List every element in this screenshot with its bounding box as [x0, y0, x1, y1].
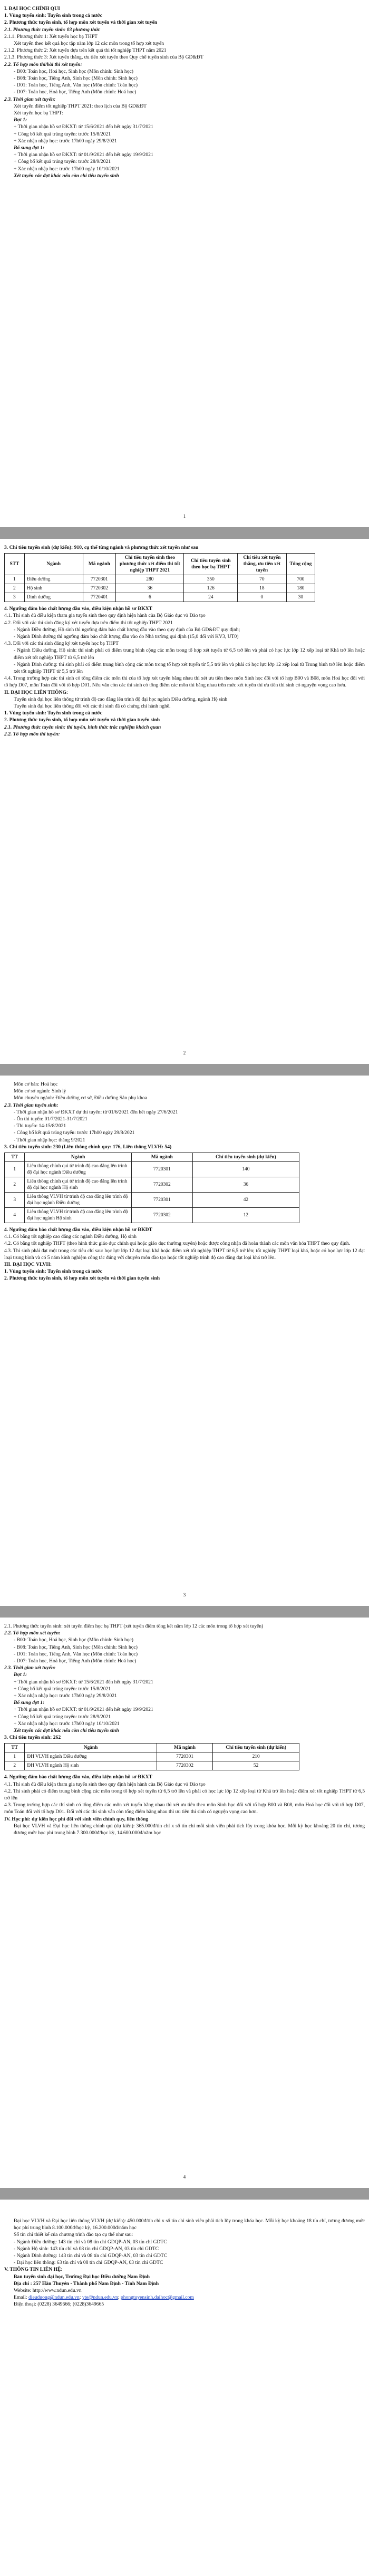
table-cell: 2	[5, 1177, 25, 1193]
table-cell: 3	[5, 1193, 25, 1208]
text-line: 1. Vùng tuyển sinh: Tuyển sinh trong cả nước	[4, 13, 102, 19]
table-header-cell: Ngành	[25, 1153, 131, 1162]
table-cell: 6	[116, 593, 184, 602]
text-line: Đại học VLVH và Đại học liên thông VLVH (dự kiến): 450.000đ/tín chỉ x số tín chỉ sinh viên phải tích lũy trong khóa học. Mỗi kỳ học khoảng 18 tín chỉ, tương đương mức học phí trung bình 8.100.000đ/học kỳ, 16.200.000đ/năm học	[14, 2218, 365, 2231]
text-line: 4.1. Có bằng tốt nghiệp cao đẳng các ngành Điều dưỡng, Hộ sinh	[4, 1234, 137, 1240]
text-line: 4.3. Thí sinh phải đạt một trong các tiêu chí sau: học lực lớp 12 đạt loại khá hoặc điểm xét tốt nghiệp THPT từ 6,5 trở lên; tốt nghiệp THPT loại khá, hoặc có học lực lớp 12 đạt loại trung bình và có 5 năm kinh nghiệm công tác đúng với chuyên môn đào tạo hoặc tốt nghiệp trình độ cao đẳng đạt loại khá trở lên.	[4, 1247, 365, 1261]
text-line: + Thời gian nhận hồ sơ ĐKXT: từ 15/6/2021 đến hết ngày 31/7/2021	[14, 124, 153, 130]
text-line: 2.3. Thời gian xét tuyển:	[4, 1665, 56, 1671]
table-row	[5, 1208, 299, 1223]
page-number: 4	[183, 2174, 186, 2180]
table-cell: 210	[213, 1752, 299, 1761]
table-cell: 7720301	[131, 1193, 192, 1208]
document-page-3	[0, 1076, 369, 1606]
text-line: Xét tuyển các đợt khác nếu còn chỉ tiêu tuyển sinh	[14, 1728, 119, 1734]
text-line: Môn chuyên ngành: Điều dưỡng cơ sở, Điều dưỡng Sản phụ khoa	[14, 1095, 147, 1101]
text-line: 2.2. Tổ hợp môn xét tuyển:	[4, 1630, 61, 1636]
address-line: Địa chỉ : 257 Hàn Thuyên - Thành phố Nam Định - Tỉnh Nam Định	[14, 2280, 159, 2287]
table-cell: 7720302	[157, 1761, 212, 1770]
text-line: - Ngành Dinh dưỡng: thí sinh phải có điểm trung bình cộng các môn trong tổ hợp xét tuyển từ 5,5 trở lên và phải có học lực lớp 12 xếp loại từ Trung bình trở lên hoặc điểm xét tốt nghiệp THPT từ 5,5 trở lên	[14, 661, 365, 675]
text-line: - B08: Toán học, Tiếng Anh, Sinh học (Môn chính: Sinh học)	[14, 1644, 138, 1650]
table-cell: 126	[184, 584, 238, 593]
text-line: - Thi tuyển: 14-15/8/2021	[14, 1123, 66, 1129]
table-header-cell: Chỉ tiêu tuyển sinh theo học bạ THPT	[184, 554, 238, 575]
text-line: - B00: Toán học, Hoá học, Sinh học (Môn chính: Sinh học)	[14, 68, 133, 74]
text-line: 3. Chỉ tiêu tuyển sinh: 230 (Liên thông chính quy: 176, Liên thông VLVH: 54)	[4, 1144, 172, 1150]
table-cell: 7720401	[83, 593, 116, 602]
table-cell: ĐH VLVH ngành Hộ sinh	[25, 1761, 157, 1770]
text-line: Xét tuyển các đợt khác nếu còn chỉ tiêu tuyển sinh	[14, 172, 119, 179]
table-cell: Hộ sinh	[24, 584, 83, 593]
text-line: 2.3. Thời gian tuyển sinh:	[4, 1102, 59, 1108]
table-row	[5, 1162, 299, 1177]
table-cell: 24	[184, 593, 238, 602]
table-cell: 52	[213, 1761, 299, 1770]
text-line: Xét tuyển học bạ THPT:	[14, 110, 63, 117]
quota-table	[4, 553, 315, 602]
text-line: + Công bố kết quả trúng tuyển: trước 28/9/2021	[14, 159, 111, 165]
text-line: Đợt 1:	[14, 1672, 27, 1678]
table-header-cell: TT	[5, 1153, 25, 1162]
table-cell: 1	[5, 1752, 25, 1761]
text-line: - Thời gian nhập học: tháng 9/2021	[14, 1137, 85, 1143]
text-line: 4.2. Thí sinh phải có điểm trung bình cộng các môn trong tổ hợp xét tuyển từ 6,5 trở lên và phải có học lực lớp 12 xếp loại từ Khá trở lên hoặc điểm xét tốt nghiệp THPT từ 6,5 trở lên	[4, 1788, 365, 1802]
text-line: 1. Vùng tuyển sinh: Tuyển sinh trong cả nước	[4, 1268, 102, 1275]
table-header-cell: Chỉ tiêu tuyển sinh (dự kiến)	[192, 1153, 299, 1162]
table-cell: Điều dưỡng	[24, 575, 83, 584]
text-line: - Ngành Điều dưỡng: 143 tín chỉ và 08 tín chỉ GDQP-AN, 03 tín chỉ GDTC	[14, 2239, 167, 2245]
email-link[interactable]: phongtuyensinh.daihoc@gmail.com	[120, 2294, 194, 2301]
table-cell: Dinh dưỡng	[24, 593, 83, 602]
text-line: Tuyển sinh đại học liên thông đối với các thí sinh đã có chứng chỉ hành nghề.	[14, 703, 171, 710]
text-line: - D01: Toán học, Tiếng Anh, Văn học (Môn chính: Toán học)	[14, 82, 138, 89]
table-cell: 3	[5, 593, 25, 602]
text-line: + Xác nhận nhập học: trước 17h00 ngày 29/8/2021	[14, 1693, 117, 1699]
document-page-4	[0, 1618, 369, 2188]
page-number: 1	[183, 513, 186, 519]
text-line: - Ôn thi tuyển: 01/7/2021-31/7/2021	[14, 1116, 88, 1122]
text-line: + Công bố kết quả trúng tuyển: trước 28/9/2021	[14, 1713, 111, 1720]
text-line: 4. Ngưỡng đảm bảo chất lượng đầu vào, điều kiện nhận hồ sơ ĐKXT	[4, 606, 152, 612]
text-line: + Thời gian nhận hồ sơ ĐKXT: từ 01/9/2021 đến hết ngày 19/9/2021	[14, 152, 153, 158]
text-line: 2. Phương thức tuyển sinh, tổ hợp môn xét tuyển và thời gian tuyển sinh	[4, 717, 160, 723]
table-row	[5, 584, 315, 593]
table-cell: 700	[286, 575, 315, 584]
text-line: 2.1.1. Phương thức 1: Xét tuyển học bạ THPT	[4, 33, 98, 40]
text-line: 2.1.3. Phương thức 3: Xét tuyển thẳng, ưu tiên xét tuyển theo Quy chế tuyển sinh của Bộ GD&ĐT	[4, 54, 203, 61]
table-header-cell: Tổng cộng	[286, 554, 315, 575]
section-heading-vlvh: III. ĐẠI HỌC VLVH:	[4, 1262, 52, 1268]
text-line: 2.1.2. Phương thức 2: Xét tuyển dựa trên kết quả thi tốt nghiệp THPT năm 2021	[4, 47, 167, 54]
text-line: 3. Chỉ tiêu tuyển sinh: 262	[4, 1735, 61, 1741]
text-line: 4. Ngưỡng đảm bảo chất lượng đầu vào, điều kiện nhận hồ sơ ĐKDT	[4, 1227, 152, 1233]
table-cell: 2	[5, 584, 25, 593]
table-cell: 18	[238, 584, 287, 593]
text-line: 2.1. Phương thức tuyển sinh: xét tuyển điểm học bạ THPT (xét tuyển điểm tổng kết năm lớp 12 các môn trong tổ hợp xét tuyển)	[4, 1623, 264, 1629]
page-number: 2	[183, 1050, 186, 1055]
table-cell: 1	[5, 1162, 25, 1177]
table-row	[5, 1193, 299, 1208]
table-cell: 7720302	[83, 584, 116, 593]
text-line: - Ngành Dinh dưỡng: 143 tín chỉ và 08 tín chỉ GDQP-AN, 03 tín chỉ GDTC	[14, 2253, 168, 2259]
text-line: Môn cơ sở ngành: Sinh lý	[14, 1088, 66, 1095]
text-line: 4.3. Đối với các thí sinh đăng ký xét tuyển học bạ THPT	[4, 641, 119, 647]
text-line: Xét tuyển theo kết quả học tập năm lớp 12 các môn trong tổ hợp xét tuyển	[14, 41, 164, 47]
table-header-cell: TT	[5, 1744, 25, 1752]
table-cell: 42	[192, 1193, 299, 1208]
table-cell: 30	[286, 593, 315, 602]
table-cell: Liên thông VLVH từ trình độ cao đẳng lên trình độ đại học ngành Điều dưỡng	[25, 1193, 131, 1208]
table-header-row	[5, 1744, 299, 1752]
text-line: - Ngành Dinh dưỡng thì ngưỡng đảm bảo chất lượng đầu vào do Nhà trường qui định (15,0 đối với KV3, UT0)	[14, 634, 239, 640]
text-line: - B08: Toán học, Tiếng Anh, Sinh học (Môn chính: Sinh học)	[14, 75, 138, 82]
text-line: + Xác nhận nhập học: trước 17h00 ngày 10/10/2021	[14, 166, 120, 172]
table-cell: 350	[184, 575, 238, 584]
text-line: - Ngành Điều dưỡng, Hộ sinh thì ngưỡng đảm bảo chất lượng đầu vào theo quy định của Bộ GD&ĐT quy định;	[14, 626, 240, 633]
document-page-5	[0, 2200, 369, 2576]
table-cell: 180	[286, 584, 315, 593]
table-header-cell: Chỉ tiêu xét tuyển thẳng, ưu tiên xét tuyển	[238, 554, 287, 575]
table-row	[5, 575, 315, 584]
table-header-cell: Chỉ tiêu tuyển sinh theo phương thức xét điểm thi tốt nghiệp THPT 2021	[116, 554, 184, 575]
text-line: 4.1. Thí sinh đủ điều kiện tham gia tuyển sinh theo quy định hiện hành của Bộ Giáo dục và Đào tạo	[4, 613, 206, 619]
table-cell: 280	[116, 575, 184, 584]
table-cell: 7720301	[131, 1162, 192, 1177]
table-cell: 7720301	[157, 1752, 212, 1761]
table-row	[5, 1177, 299, 1193]
website-line[interactable]: Website: http://www.ndun.edu.vn	[14, 2288, 82, 2294]
text-line: Tuyển sinh đại học liên thông từ trình độ cao đẳng lên trình độ đại học ngành Điều dưỡng, ngành Hộ sinh	[14, 696, 228, 702]
document-page-1	[0, 0, 369, 527]
section-heading-lien-he: V. THÔNG TIN LIÊN HỆ:	[4, 2267, 63, 2273]
table-header-row	[5, 1153, 299, 1162]
text-line: + Xác nhận nhập học: trước 17h00 ngày 29/8/2021	[14, 138, 117, 144]
section-heading-chinh-qui: I. ĐẠI HỌC CHÍNH QUI	[4, 6, 60, 12]
text-line: Bổ sung đợt 1:	[14, 145, 45, 151]
text-line: 4.2. Có bằng tốt nghiệp THPT (theo hình thức giáo dục chính qui hoặc giáo dục thường xuyên) hoặc được công nhận đã hoàn thành các môn văn hóa THPT theo quy định.	[4, 1241, 351, 1247]
text-line: 4.3. Trong trường hợp các thí sinh có tổng điểm các môn xét tuyển bằng nhau thì xét ưu tiên theo môn Sinh học đối với tổ hợp B00 và B08, môn Hoá học đối với tổ hợp D07, môn Toán đối với tổ hợp D01. Đối với các thí sinh vẫn còn tổng điểm bằng nhau thì ưu tiên thí sinh có nguyện vọng cao hơn.	[4, 1802, 365, 1815]
table-cell: 7720302	[131, 1177, 192, 1193]
text-line: 4. Ngưỡng đảm bảo chất lượng đầu vào, điều kiện nhận hồ sơ ĐKXT	[4, 1774, 152, 1780]
table-cell: 36	[192, 1177, 299, 1193]
vlvh-quota-table	[4, 1743, 299, 1770]
table-cell: Liên thông VLVH từ trình độ cao đẳng lên trình độ đại học ngành Hộ sinh	[25, 1208, 131, 1223]
text-line: + Thời gian nhận hồ sơ ĐKXT: từ 01/9/2021 đến hết ngày 19/9/2021	[14, 1707, 153, 1713]
table-cell: 4	[5, 1208, 25, 1223]
lien-thong-quota-table	[4, 1153, 299, 1223]
table-row	[5, 1761, 299, 1770]
table-row	[5, 593, 315, 602]
table-row	[5, 1752, 299, 1761]
text-line: - Ngành Điều dưỡng, Hộ sinh: thí sinh phải có điểm trung bình cộng các môn trong tổ hợp xét tuyển từ 6,5 trở lên và phải có học lực lớp 12 xếp loại từ Khá trở lên hoặc điểm xét tốt nghiệp THPT từ 6,5 trở lên	[14, 647, 365, 661]
separator: ;	[79, 2294, 82, 2301]
table-cell: 0	[238, 593, 287, 602]
email-label: Email:	[14, 2294, 28, 2301]
table-cell: 1	[5, 575, 25, 584]
text-line: Số tín chỉ thiết kế của chương trình đào tạo cụ thể như sau:	[14, 2232, 133, 2238]
table-header-cell: Mã ngành	[157, 1744, 212, 1752]
page-number: 3	[183, 1592, 186, 1597]
text-line: - Thời gian nhận hồ sơ ĐKXT dự thi tuyển: từ 01/6/2021 đến hết ngày 27/6/2021	[14, 1109, 178, 1115]
table-cell: 36	[116, 584, 184, 593]
text-line: - Công bố kết quả trúng tuyển: trước 17h00 ngày 29/8/2021	[14, 1130, 135, 1136]
text-line: - D07: Toán học, Hoá học, Tiếng Anh (Môn chính: Hoá học)	[14, 89, 137, 95]
table-header-row	[5, 554, 315, 575]
table-cell: 7720302	[131, 1208, 192, 1223]
text-line: + Công bố kết quả trúng tuyển: trước 15/8/2021	[14, 1686, 111, 1692]
text-line: 2.3. Thời gian xét tuyển:	[4, 96, 56, 102]
text-line: Ban tuyển sinh đại học, Trường Đại học Điều dưỡng Nam Định	[14, 2273, 150, 2280]
table-cell: Liên thông chính qui từ trình độ cao đẳng lên trình độ đại học ngành Điều dưỡng	[25, 1162, 131, 1177]
table-header-cell: Ngành	[25, 1744, 157, 1752]
text-line: + Xác nhận nhập học: trước 17h00 ngày 10/10/2021	[14, 1720, 120, 1727]
table-cell: 2	[5, 1761, 25, 1770]
text-line: - D01: Toán học, Tiếng Anh, Văn học (Môn chính: Toán học)	[14, 1651, 138, 1657]
email-link[interactable]: dieuduong@ndun.edu.vn	[28, 2294, 80, 2301]
text-line: Bổ sung đợt 1:	[14, 1700, 45, 1706]
email-line	[4, 2294, 365, 2301]
text-line: 2. Phương thức tuyển sinh, tổ hợp môn xét tuyển và thời gian xét tuyển	[4, 20, 158, 26]
table-cell: 7720301	[83, 575, 116, 584]
text-line: - Đại học liên thông: 63 tín chỉ và 08 tín chỉ GDQP-AN, 03 tín chỉ GDTC	[14, 2260, 163, 2266]
text-line: 4.1. Thí sinh đủ điều kiện tham gia tuyển sinh theo quy định hiện hành của Bộ Giáo dục và Đào tạo	[4, 1781, 206, 1787]
text-line: 2.1. Phương thức tuyển sinh: thi tuyển, hình thức trắc nghiệm khách quan	[4, 724, 161, 730]
text-line: 1. Vùng tuyển sinh: Tuyển sinh trong cả nước	[4, 710, 102, 716]
phone-line: Điện thoại: (0228) 3649666; (0228)3649665	[14, 2301, 104, 2308]
text-line: 2.1. Phương thức tuyển sinh: 03 phương thức	[4, 26, 101, 33]
section-heading-lien-thong: II. ĐẠI HỌC LIÊN THÔNG:	[4, 689, 69, 695]
text-line: 3. Chỉ tiêu tuyển sinh (dự kiến): 910, cụ thể từng ngành và phương thức xét tuyển như sau	[4, 545, 199, 550]
text-line: Xét tuyển điểm tốt nghiệp THPT 2021: theo lịch của Bộ GD&ĐT	[14, 103, 147, 109]
table-header-cell: Mã ngành	[83, 554, 116, 575]
document-page-2	[0, 539, 369, 1064]
text-line: - Ngành Hộ sinh: 143 tín chỉ và 08 tín chỉ GDQP-AN, 03 tín chỉ GDTC	[14, 2245, 159, 2252]
text-line: Đại học VLVH và Đại học liên thông chính qui (dự kiến): 365.000đ/tín chỉ x số tín chỉ mỗi sinh viên phải tích lũy trong khóa học. Mỗi kỳ học khoảng 20 tín chỉ, tương đương mức học phí trung bình 7.300.000đ/học kỳ, 14.600.000đ/năm học	[14, 1823, 365, 1836]
table-cell: 140	[192, 1162, 299, 1177]
text-line: - B00: Toán học, Hoá học, Sinh học (Môn chính: Sinh học)	[14, 1637, 133, 1643]
table-cell: 70	[238, 575, 287, 584]
text-line: 4.2. Đối với các thí sinh đăng ký xét tuyển dựa trên điểm thi tốt nghiệp THPT 2021	[4, 619, 173, 626]
text-line: 2. Phương thức tuyển sinh, tổ hợp môn xét tuyển và thời gian tuyển sinh	[4, 1275, 160, 1282]
text-line: + Thời gian nhận hồ sơ ĐKXT: từ 15/6/2021 đến hết ngày 31/7/2021	[14, 1679, 153, 1685]
text-line: 2.2. Tổ hợp môn thi/bài thi xét tuyển:	[4, 61, 82, 67]
section-heading-hoc-phi: IV. Học phí: dự kiến học phí đối với sinh viên chính quy, liên thông	[4, 1816, 149, 1822]
text-line: 2.2. Tổ hợp môn thi tuyển:	[4, 731, 60, 737]
table-header-cell: STT	[5, 554, 25, 575]
text-line: - D07: Toán học, Hoá học, Tiếng Anh (Môn chính: Hoá học)	[14, 1658, 137, 1664]
separator: ;	[118, 2294, 121, 2301]
table-cell: Liên thông chính qui từ trình độ cao đẳng lên trình độ đại học ngành Hộ sinh	[25, 1177, 131, 1193]
table-header-cell: Ngành	[24, 554, 83, 575]
text-line: + Công bố kết quả trúng tuyển: trước 15/8/2021	[14, 131, 111, 137]
text-line: Đợt 1:	[14, 117, 27, 123]
email-link[interactable]: yte@ndun.edu.vn	[82, 2294, 118, 2301]
text-line: Môn cơ bản: Hoá học	[14, 1081, 58, 1087]
table-cell: ĐH VLVH ngành Điều dưỡng	[25, 1752, 157, 1761]
table-cell: 12	[192, 1208, 299, 1223]
text-line: 4.4. Trong trường hợp các thí sinh có tổng điểm các môn thi của tổ hợp xét tuyển bằng nhau thì xét ưu tiên theo môn Sinh học đối với tổ hợp B00 và B08, môn Hoá học đối với tổ hợp D07, môn Toán đối với tổ hợp D01. Nếu vẫn còn các thí sinh có tổng điểm các môn thi bằng nhau trên mức xét tuyển thì ưu tiên thí sinh có nguyện vọng cao hơn.	[4, 675, 365, 689]
table-header-cell: Mã ngành	[131, 1153, 192, 1162]
table-header-cell: Chỉ tiêu tuyển sinh (dự kiến)	[213, 1744, 299, 1752]
